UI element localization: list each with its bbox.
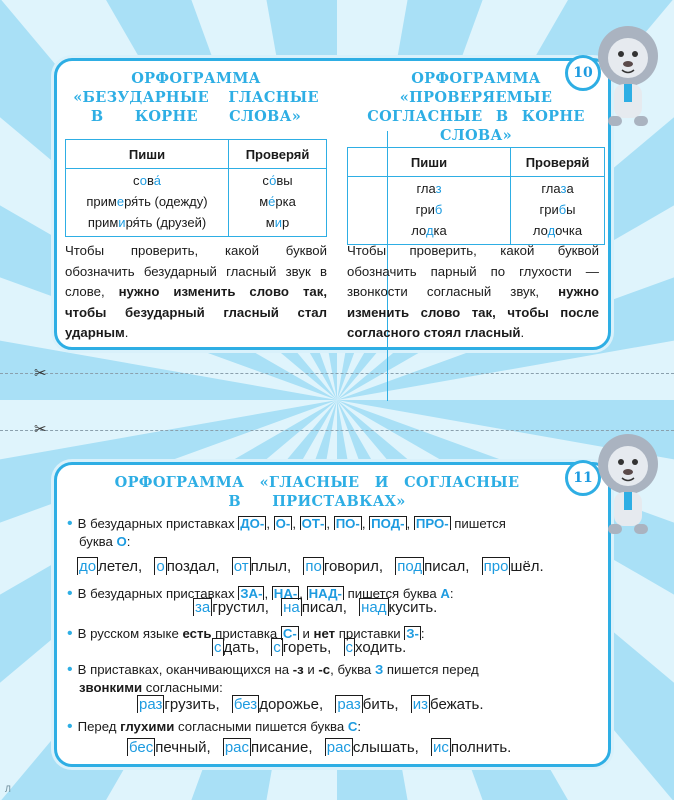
table-cell: глаза [511,177,605,199]
header-check: Проверяй [511,148,605,177]
example-words: за грустил, на писал, над кусить. [195,599,438,616]
table-cell: лодка [348,219,511,245]
card-number-badge: 11 [565,460,601,496]
rule-explanation: Чтобы проверить, какой буквой обозначить безударный гласный звук в слове, нужно изменить слово так, чтобы безударный гласный стал ударным. [65,243,327,340]
rule-bullet: • В русском языке есть приставка С- и нет приставки З- : [67,625,425,642]
header-check: Проверяй [229,140,327,169]
header-write: Пиши [348,148,511,177]
rule-bullet: • В безударных приставках ДО- , О- , ОТ- , ПО- , ПОД- , ПРО- пишется буква О: [67,515,506,549]
rule-table [347,147,605,245]
lion-mascot-icon [586,22,666,132]
rule-title: ОРФОГРАММА «БЕЗУДАРНЫЕ ГЛАСНЫЕ В КОРНЕ СЛОВА» [73,70,319,125]
table-cell: примиря́ть (друзей) [66,211,229,237]
rule-bullet: • В приставках, оканчивающихся на -з и -с, буква З пишется перед звонкими согласными: [67,661,479,695]
table-cell: гриб [348,198,511,219]
corner-mark: Л [5,784,11,794]
table-cell: примеря́ть (одежду) [66,190,229,211]
lion-mascot-icon [586,430,666,540]
example-words: раз грузить, без дорожье, раз бить, из бежать. [139,696,484,713]
table-cell: глаз [348,177,511,199]
scissors-icon: ✂ [34,365,47,382]
rule-bullet: • В безударных приставках ЗА- , НА- , НАД- пишется буква А: [67,585,454,602]
table-cell: мир [229,211,327,237]
rule-explanation: Чтобы проверить, какой буквой обозначить парный по глухости — звонкости согласный звук, нужно изменить слово так, чтобы после согласного стоял гласный. [347,243,599,340]
table-cell: лодочка [511,219,605,245]
cut-line [0,430,674,431]
card-number-badge: 10 [565,55,601,91]
example-words: с дать, с гореть, с ходить. [214,639,407,656]
example-words: бес печный, рас писание, рас слышать, ис полнить. [129,739,512,756]
cut-line [0,373,674,374]
example-words: до летел, о поздал, от плыл, по говорил, под писал, про шёл. [79,558,544,575]
rule-card-10 [54,58,611,350]
header-write: Пиши [66,140,229,169]
table-cell: ме́рка [229,190,327,211]
table-cell: со́вы [229,169,327,191]
rule-title: ОРФОГРАММА «ГЛАСНЫЕ И СОГЛАСНЫЕ В ПРИСТАВКАХ» [114,474,520,510]
rule-table [65,139,327,237]
rule-card-11 [54,462,611,767]
scissors-icon: ✂ [34,421,47,438]
table-cell: сова́ [66,169,229,191]
rule-bullet: • Перед глухими согласными пишется буква С: [67,718,362,735]
table-cell: грибы [511,198,605,219]
rule-title: ОРФОГРАММА «ПРОВЕРЯЕМЫЕ СОГЛАСНЫЕ В КОРНЕ СЛОВА» [367,70,585,144]
